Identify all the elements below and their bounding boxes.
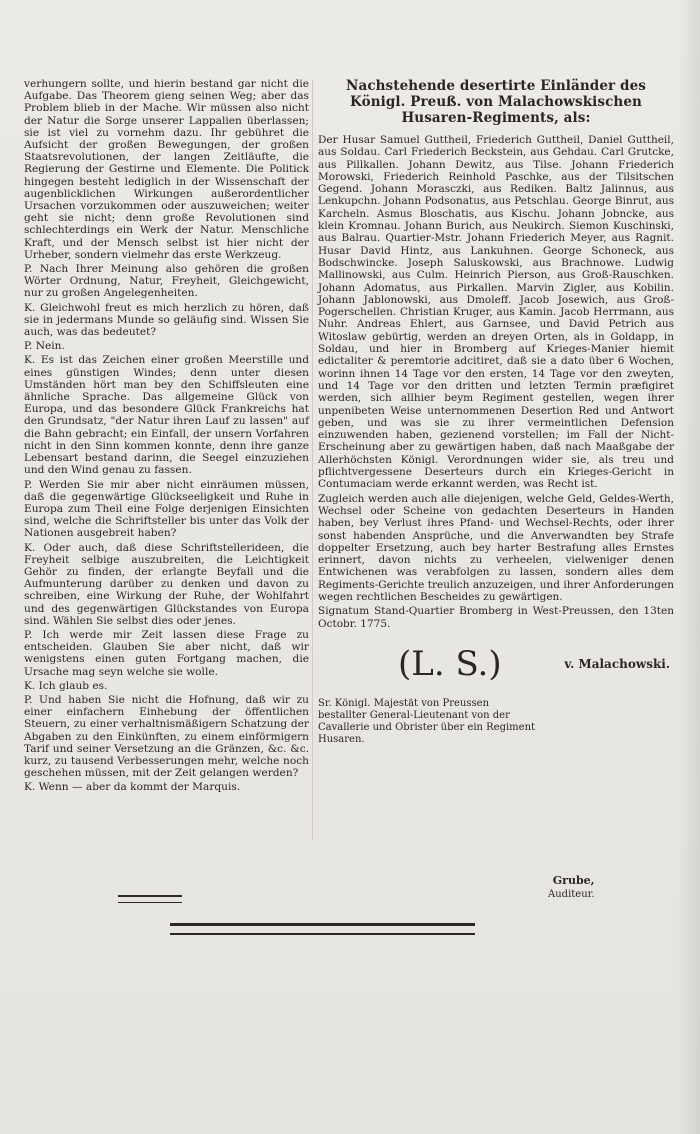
- notice-heading: Nachstehende desertirte Einländer des Königl. Preuß. von Malachowskischen Husaren-Regiments, als:: [346, 78, 646, 126]
- dialogue-paragraph: K. Oder auch, daß diese Schriftstellerideen, die Freyheit selbige auszubreiten, die Leichtigkeit Gehör zu finden, der erlangte Beyfall und die Aufmunterung darüber zu denken und davon zu schreiben, eine Wirkung der Ruhe, der Wohlfahrt und des gegenwärtigen Glückstandes von Europa sind. Wählen Sie selbst dies oder jenes.: [24, 541, 309, 627]
- short-divider-rule: [118, 895, 182, 903]
- signer-title: Sr. Königl. Majestät von Preussen bestallter General-Lieutenant von der Cavallerie und Obrister über ein Regiment Husaren.: [318, 697, 536, 745]
- dialogue-paragraph: K. Wenn — aber da kommt der Marquis.: [24, 781, 241, 794]
- notice-paragraph: Zugleich werden auch alle diejenigen, welche Geld, Geldes-Werth, Wechsel oder Scheine von gedachten Deserteurs in Handen haben, bey Verlust ihres Pfand- und Wechsel-Rechts, oder ihrer sonst habenden Ansprüche, und die Anverwandten bey Strafe doppelter Ersetzung, auch bey harter Bestrafung alles Ernstes erinnert, davon nichts zu verheelen, vielweniger denen Entwichenen was verabfolgen zu lassen, sondern alles dem Regiments-Gerichte treulich anzuzeigen, und ihrer Anforderungen wegen rechtlichen Bescheides zu gewärtigen.: [318, 492, 674, 603]
- left-column: [24, 78, 309, 796]
- notice-date-line: Signatum Stand-Quartier Bromberg in West-Preussen, den 13ten Octobr. 1775.: [318, 605, 674, 630]
- signer-name: v. Malachowski.: [564, 656, 670, 671]
- dialogue-paragraph: K. Gleichwohl freut es mich herzlich zu hören, daß sie in jedermans Munde so geläufig sind. Wissen Sie auch, was das bedeutet?: [24, 301, 309, 339]
- seal-row: [318, 644, 674, 684]
- auditor-role: Auditeur.: [548, 889, 595, 900]
- auditor-name: Grube,: [552, 874, 595, 887]
- dialogue-paragraph: K. Ich glaub es.: [24, 679, 108, 692]
- right-column: [318, 78, 674, 746]
- long-divider-rule: [170, 923, 475, 935]
- auditor-block: [548, 874, 595, 902]
- notice-paragraph: Der Husar Samuel Guttheil, Friederich Guttheil, Daniel Guttheil, aus Soldau. Carl Friederich Beckstein, aus Gehdau. Carl Grutcke, aus Pillkallen. Johann Dewitz, aus Tilse. Johann Friederich Morowski, Friederich Reinhold Paschke, aus der Tilsitschen Gegend. Johann Morasczki, aus Rediken. Baltz Jalinnus, aus Lenkupchn. Johann Podsonatus, aus Petschlau. George Binrut, aus Karcheln. Asmus Bloschatis, aus Kischu. Johann Jobncke, aus klein Kromnau. Johann Burich, aus Neukirch. Siemon Kuschinski, aus Balrau. Quartier-Mstr. Johann Friederich Meyer, aus Ragnit. Husar David Hintz, aus Lankuhnen. George Schoneck, aus Bodschwincke. Joseph Saluskowski, aus Brachnowe. Ludwig Mallinowski, aus Culm. Heinrich Pierson, aus Groß-Rauschken. Johann Adomatus, aus Pirkallen. Marvin Zigler, aus Kobilin. Johann Jablonowski, aus Dmoleff. Jacob Josewich, aus Groß-Pogerschellen. Christian Kruger, aus Kamin. Jacob Herrmann, aus Nuhr. Andreas Ehlert, aus Garnsee, und David Petrich aus Witoslaw gebürtig, werden an dreyen Orten, als in Goldapp, in Soldau, und hier in Bromberg auf Krieges-Manier hiemit edictaliter & peremtorie adcitiret, daß sie a dato über 6 Wochen, worinn ihnen 14 Tage vor den ersten, 14 Tage vor den zweyten, und 14 Tage vor den dritten und letzten Termin præfigiret werden, sich allhier beym Regiment gestellen, wegen ihrer unpenibeten Weise unternommenen Desertion Red und Antwort geben, und was sie zu ihrer vermeintlichen Defension einzuwenden haben, gezienend vorstellen; im Fall der Nicht-Erscheinung aber zu gewärtigen haben, daß nach Maaßgabe der Allerhöchsten Königl. Verordnungen wider sie, als treu und pflichtvergessene Deserteurs durch ein Krieges-Gericht in Contumaciam werde erkannt werden, was Recht ist.: [318, 134, 674, 491]
- dialogue-paragraph: P. Nein.: [24, 340, 65, 353]
- column-divider: [312, 80, 313, 840]
- page-edge-shadow: [678, 0, 700, 1134]
- notice-body: [318, 134, 674, 630]
- dialogue-paragraph: P. Ich werde mir Zeit lassen diese Frage zu entscheiden. Glauben Sie aber nicht, daß wir wenigstens einen guten Fortgang machen, die Ursache mag seyn welche sie wolle.: [24, 628, 309, 678]
- dialogue-paragraph: P. Nach Ihrer Meinung also gehören die großen Wörter Ordnung, Natur, Freyheit, Gleichgewicht, nur zu großen Angelegenheiten.: [24, 263, 309, 300]
- dialogue-paragraph: P. Und haben Sie nicht die Hofnung, daß wir zu einer einfachern Einhebung der öffentlichen Steuern, zu einer verhaltnismäßigern Schatzung der Abgaben zu den Einkünften, zu einem einförmigern Tarif und seiner Versetzung an die Gränzen, &c. &c. kurz, zu tausend Verbesserungen mehr, welche noch geschehen müssen, mit der Zeit gelangen werden?: [24, 693, 309, 780]
- dialogue-paragraph: K. Es ist das Zeichen einer großen Meerstille und eines günstigen Windes; denn unter diesen Umständen hört man bey den Schiffsleuten eine ähnliche Sprache. Das allgemeine Glück von Europa, und das besondere Glück Frankreichs hat den Grundsatz, "der Natur ihren Lauf zu lassen" auf die Bahn gebracht; ein Einfall, der unsern Vorfahren nicht in den Sinn kommen konnte, denn ihre ganze Lebensart bestand darinn, die Seegel einzuziehen und den Wind genau zu fassen.: [24, 354, 309, 477]
- dialogue-paragraph: P. Werden Sie mir aber nicht einräumen müssen, daß die gegenwärtige Glückseeligkeit und Ruhe in Europa zum Theil eine Folge derjenigen Einsichten sind, welche die Schriftsteller bis unter das Volk der Nationen ausgebreit haben?: [24, 478, 309, 540]
- dialogue-paragraph: verhungern sollte, und hierin bestand gar nicht die Aufgabe. Das Theorem gieng seinen Weg; aber das Problem blieb in der Mache. Wir müssen also nicht der Natur die Sorge unserer Lappalien überlassen; sie ist viel zu vornehm dazu. Ihr gebühret die Aufsicht der großen Bewegungen, der großen Staatsrevolutionen, der langen Zeitläufte, die Regierung der Gestirne und Elemente. Die Politick hingegen besteht lediglich in der Wissenschaft der augenblicklichen Wirkungen außerordentlicher Ursachen vorzukommen oder auszuweichen; weiter geht sie nicht; denn große Revolutionen sind schlechterdings ein Werk der Natur. Menschliche Kraft, und der Mensch selbst ist hier nicht der Urheber, sondern vielmehr das erste Werkzeug.: [24, 78, 309, 261]
- seal-mark: (L. S.): [398, 643, 502, 684]
